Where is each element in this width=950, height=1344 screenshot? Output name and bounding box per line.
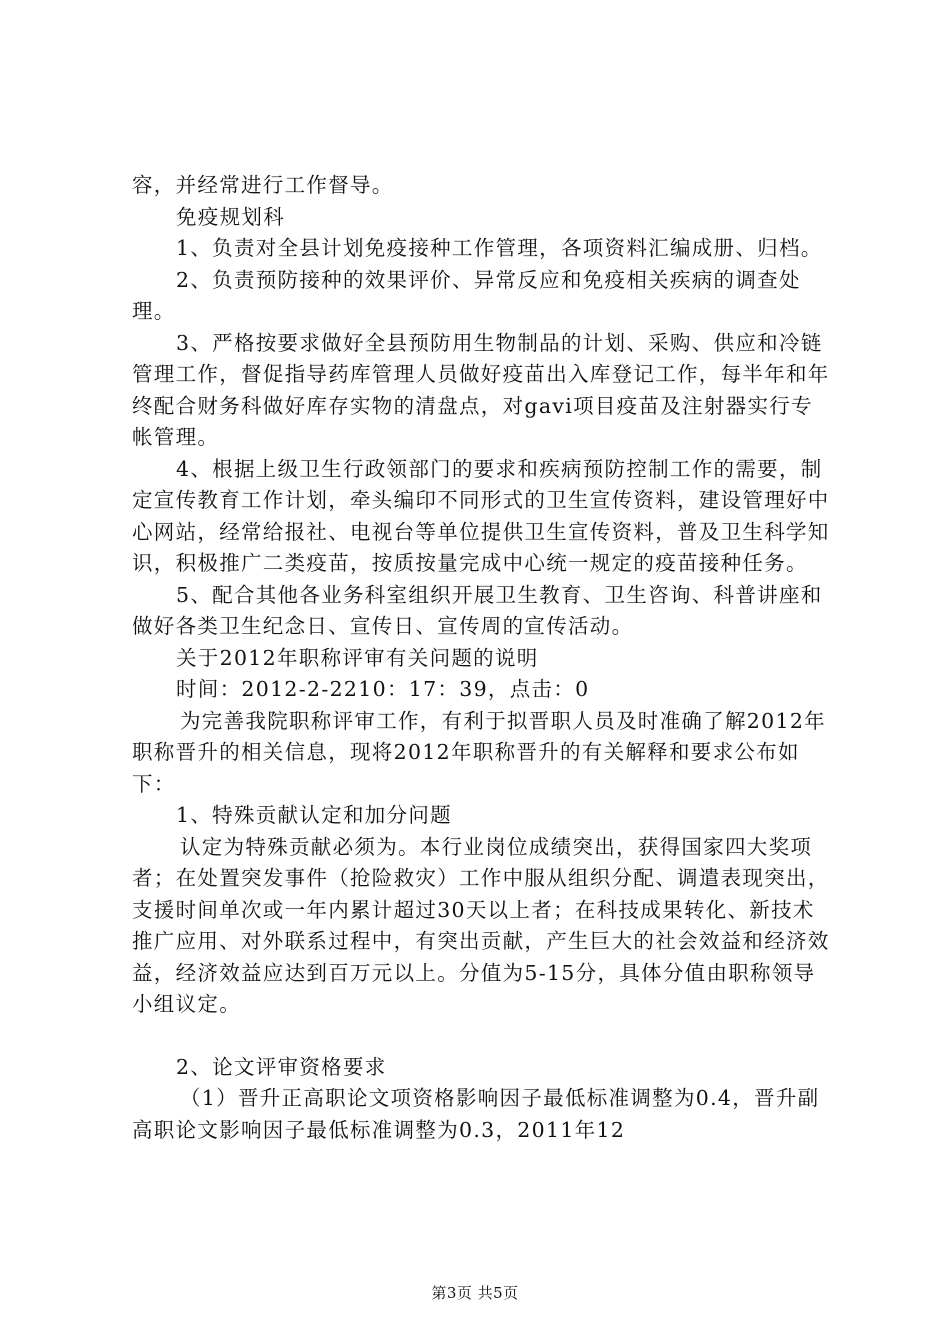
- paragraph-intro: 为完善我院职称评审工作，有利于拟晋职人员及时准确了解2012年职称晋升的相关信息，现将2012年职称晋升的有关解释和要求公布如下：: [132, 708, 826, 796]
- paragraph-item-5: 5、配合其他各业务科室组织开展卫生教育、卫生咨询、科普讲座和做好各类卫生纪念日、宣传日、宣传周的宣传活动。: [132, 582, 823, 638]
- paragraph-paper-requirements: （1）晋升正高职论文项资格影响因子最低标准调整为0.4，晋升副高职论文影响因子最低标准调整为0.3，2011年12: [132, 1086, 820, 1142]
- paragraph-special-contribution: 认定为特殊贡献必须为。本行业岗位成绩突出，获得国家四大奖项者；在处置突发事件（抢险救灾）工作中服从组织分配、调遣表现突出，支援时间单次或一年内累计超过30天以上者；在科技成果转化、新技术推广应用、对外联系过程中，有突出贡献，产生巨大的社会效益和经济效益，经济效益应达到百万元以上。分值为5-15分，具体分值由职称领导小组议定。: [132, 834, 830, 1016]
- paragraph-item-4: 4、根据上级卫生行政领部门的要求和疾病预防控制工作的需要，制定宣传教育工作计划，牵头编印不同形式的卫生宣传资料，建设管理好中心网站，经常给报社、电视台等单位提供卫生宣传资料，普及卫生科学知识，积极推广二类疫苗，按质按量完成中心统一规定的疫苗接种任务。: [132, 456, 830, 575]
- subheading-special-contribution: 1、特殊贡献认定和加分问题: [176, 803, 452, 827]
- paragraph-continuation: 容，并经常进行工作督导。: [132, 173, 394, 197]
- paragraph-item-1: 1、负责对全县计划免疫接种工作管理，各项资料汇编成册、归档。: [176, 236, 823, 260]
- paragraph-item-3: 3、严格按要求做好全县预防用生物制品的计划、采购、供应和冷链管理工作，督促指导药库管理人员做好疫苗出入库登记工作，每半年和年终配合财务科做好库存实物的清盘点，对gavi项目疫苗及注射器实行专帐管理。: [132, 330, 830, 449]
- blank-line: [132, 1021, 832, 1052]
- section-heading-immunization: 免疫规划科: [176, 204, 285, 229]
- paragraph-item-2: 2、负责预防接种的效果评价、异常反应和免疫相关疾病的调查处理。: [132, 267, 801, 323]
- article-title: 关于2012年职称评审有关问题的说明: [176, 645, 539, 670]
- subheading-paper-requirements: 2、论文评审资格要求: [176, 1054, 387, 1079]
- document-body: [132, 170, 832, 1146]
- article-meta: 时间：2012-2-2210：17：39，点击：0: [176, 677, 590, 701]
- page-footer: 第3页 共5页: [431, 1284, 519, 1302]
